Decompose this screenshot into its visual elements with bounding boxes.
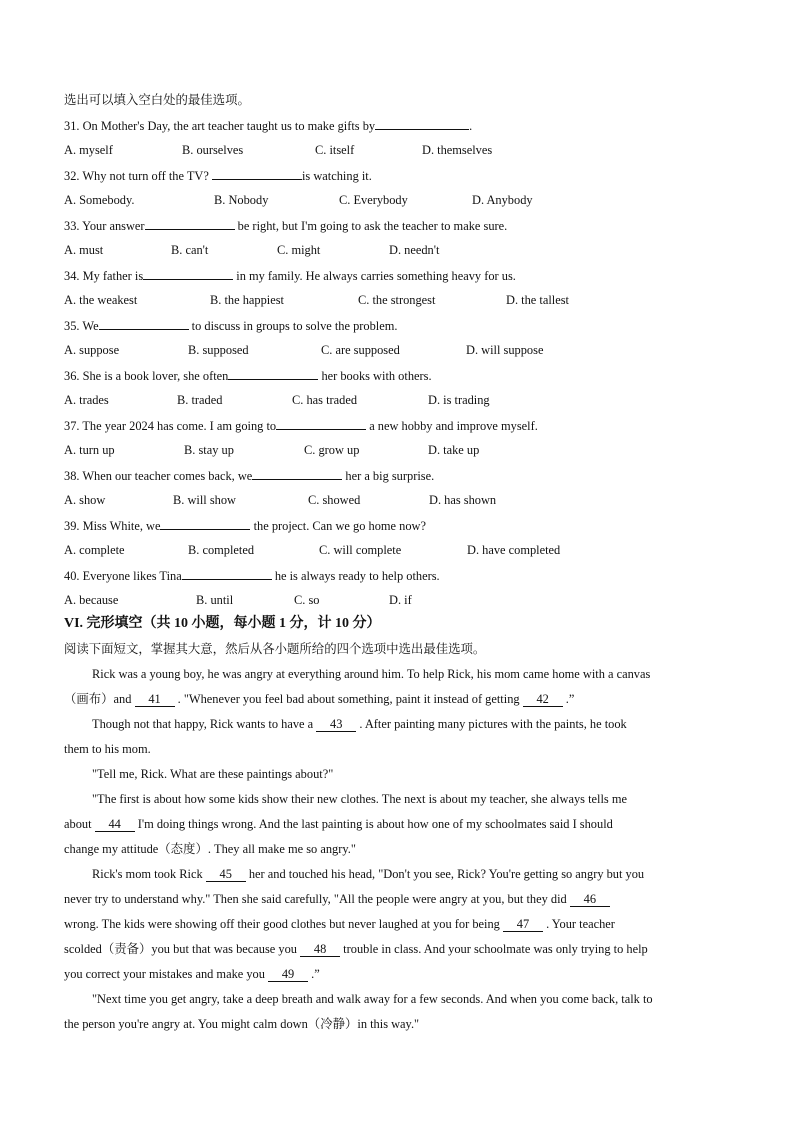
passage-text: wrong. The kids were showing off their good clothes but never laughed at you for being	[64, 917, 503, 931]
question-36	[64, 367, 432, 384]
passage-text: never try to understand why." Then she said carefully, "All the people were angry at you, but they did	[64, 892, 570, 906]
option-c: C. will complete	[319, 543, 402, 557]
question-40	[64, 567, 440, 584]
passage-line	[64, 966, 320, 982]
passage-text: .”	[562, 692, 575, 706]
question-stem: 35. We	[64, 319, 99, 333]
passage-text: Though not that happy, Rick wants to have a	[92, 717, 317, 731]
option-c: C. itself	[315, 143, 355, 157]
question-38	[64, 467, 434, 484]
cloze-blank-49: 49	[268, 968, 308, 982]
question-39	[64, 517, 426, 534]
question-34	[64, 267, 516, 284]
passage-text: （画布）and	[64, 692, 135, 706]
option-d: D. Anybody	[472, 193, 533, 207]
option-c: C. the strongest	[358, 293, 436, 307]
question-stem-end: he is always ready to help others.	[271, 569, 440, 583]
option-b: B. stay up	[184, 443, 234, 457]
option-b: B. supposed	[188, 343, 249, 357]
cloze-blank-45: 45	[206, 868, 246, 882]
passage-text: . After painting many pictures with the paints, he took	[356, 717, 627, 731]
passage-line	[92, 866, 644, 882]
question-35	[64, 317, 397, 334]
answer-blank	[212, 167, 302, 180]
option-c: C. grow up	[304, 443, 360, 457]
option-a: A. because	[64, 593, 119, 607]
passage-text: Rick's mom took Rick	[92, 867, 206, 881]
option-c: C. are supposed	[321, 343, 400, 357]
cloze-blank-44: 44	[95, 818, 135, 832]
passage-text: scolded（责备）you but that was because you	[64, 942, 301, 956]
question-stem: 39. Miss White, we	[64, 519, 161, 533]
answer-blank	[375, 117, 469, 130]
passage-text: her and touched his head, "Don't you see, Rick? You're getting so angry but you	[245, 867, 645, 881]
option-d: D. take up	[428, 443, 480, 457]
passage-text: trouble in class. And your schoolmate was only trying to help	[340, 942, 648, 956]
question-stem-end: her books with others.	[318, 369, 432, 383]
answer-blank	[252, 467, 342, 480]
option-a: A. show	[64, 493, 106, 507]
option-a: A. trades	[64, 393, 109, 407]
passage-line	[92, 716, 627, 732]
passage-text: .”	[308, 967, 320, 981]
answer-blank	[99, 317, 189, 330]
passage-line	[64, 941, 648, 957]
answer-blank	[276, 417, 366, 430]
passage-line	[64, 891, 610, 907]
passage-text: I'm doing things wrong. And the last painting is about how one of my schoolmates said I should	[134, 817, 613, 831]
passage-line	[64, 916, 615, 932]
passage-line	[64, 691, 574, 707]
answer-blank	[145, 217, 235, 230]
question-stem-end: to discuss in groups to solve the problem.	[188, 319, 398, 333]
option-a: A. myself	[64, 143, 113, 157]
option-a: A. must	[64, 243, 104, 257]
question-37	[64, 417, 538, 434]
question-stem-end: .	[469, 119, 473, 133]
question-stem-end: is watching it.	[301, 169, 372, 183]
option-b: B. can't	[171, 243, 209, 257]
option-d: D. is trading	[428, 393, 490, 407]
passage-line: change my attitude（态度）. They all make me so angry."	[64, 842, 356, 856]
question-31	[64, 117, 472, 134]
cloze-blank-47: 47	[503, 918, 543, 932]
section-title: VI. 完形填空（共 10 小题，每小题 1 分，计 10 分）	[64, 616, 381, 631]
option-a: A. turn up	[64, 443, 115, 457]
passage-text: you correct your mistakes and make you	[64, 967, 269, 981]
option-d: D. the tallest	[506, 293, 569, 307]
passage-line: "Tell me, Rick. What are these paintings about?"	[92, 767, 334, 781]
option-c: C. showed	[308, 493, 361, 507]
passage-text: . "Whenever you feel bad about something, paint it instead of getting	[174, 692, 523, 706]
question-stem: 31. On Mother's Day, the art teacher taught us to make gifts by	[64, 119, 376, 133]
option-d: D. has shown	[429, 493, 497, 507]
question-stem: 33. Your answer	[64, 219, 145, 233]
option-d: D. will suppose	[466, 343, 544, 357]
question-33	[64, 217, 507, 234]
passage-line: "The first is about how some kids show their new clothes. The next is about my teacher, she always tells me	[92, 792, 627, 806]
option-b: B. Nobody	[214, 193, 269, 207]
option-a: A. the weakest	[64, 293, 138, 307]
option-a: A. complete	[64, 543, 125, 557]
question-stem: 38. When our teacher comes back, we	[64, 469, 253, 483]
cloze-blank-46: 46	[570, 893, 610, 907]
option-b: B. ourselves	[182, 143, 244, 157]
question-stem-end: be right, but I'm going to ask the teacher to make sure.	[234, 219, 508, 233]
question-stem: 40. Everyone likes Tina	[64, 569, 182, 583]
question-stem-end: the project. Can we go home now?	[250, 519, 426, 533]
question-stem: 37. The year 2024 has come. I am going to	[64, 419, 277, 433]
option-c: C. might	[277, 243, 321, 257]
option-b: B. completed	[188, 543, 255, 557]
option-a: A. suppose	[64, 343, 120, 357]
option-a: A. Somebody.	[64, 193, 135, 207]
section-instruction: 阅读下面短文，掌握其大意，然后从各小题所给的四个选项中选出最佳选项。	[64, 642, 486, 656]
option-c: C. so	[294, 593, 320, 607]
answer-blank	[228, 367, 318, 380]
instruction-text: 选出可以填入空白处的最佳选项。	[64, 93, 250, 107]
answer-blank	[160, 517, 250, 530]
question-stem: 34. My father is	[64, 269, 144, 283]
question-32	[64, 167, 372, 184]
question-stem-end: in my family. He always carries something heavy for us.	[233, 269, 516, 283]
passage-text: about	[64, 817, 95, 831]
question-stem-end: a new hobby and improve myself.	[366, 419, 538, 433]
cloze-blank-48: 48	[300, 943, 340, 957]
option-d: D. themselves	[422, 143, 493, 157]
question-stem-end: her a big surprise.	[342, 469, 435, 483]
option-d: D. if	[389, 593, 412, 607]
question-stem: 36. She is a book lover, she often	[64, 369, 229, 383]
option-c: C. has traded	[292, 393, 358, 407]
option-b: B. traded	[177, 393, 223, 407]
cloze-blank-43: 43	[316, 718, 356, 732]
question-stem: 32. Why not turn off the TV?	[64, 169, 212, 183]
answer-blank	[182, 567, 272, 580]
answer-blank	[143, 267, 233, 280]
option-b: B. will show	[173, 493, 236, 507]
cloze-blank-41: 41	[135, 693, 175, 707]
option-d: D. have completed	[467, 543, 561, 557]
passage-line: the person you're angry at. You might calm down（冷静）in this way."	[64, 1017, 420, 1031]
cloze-blank-42: 42	[523, 693, 563, 707]
option-d: D. needn't	[389, 243, 440, 257]
option-c: C. Everybody	[339, 193, 408, 207]
passage-line	[64, 816, 613, 832]
passage-line: them to his mom.	[64, 742, 151, 756]
passage-text: . Your teacher	[542, 917, 615, 931]
passage-line: Rick was a young boy, he was angry at everything around him. To help Rick, his mom came home with a canvas	[92, 667, 651, 681]
option-b: B. the happiest	[210, 293, 284, 307]
option-b: B. until	[196, 593, 234, 607]
passage-line: "Next time you get angry, take a deep breath and walk away for a few seconds. And when you come back, talk to	[92, 992, 653, 1006]
